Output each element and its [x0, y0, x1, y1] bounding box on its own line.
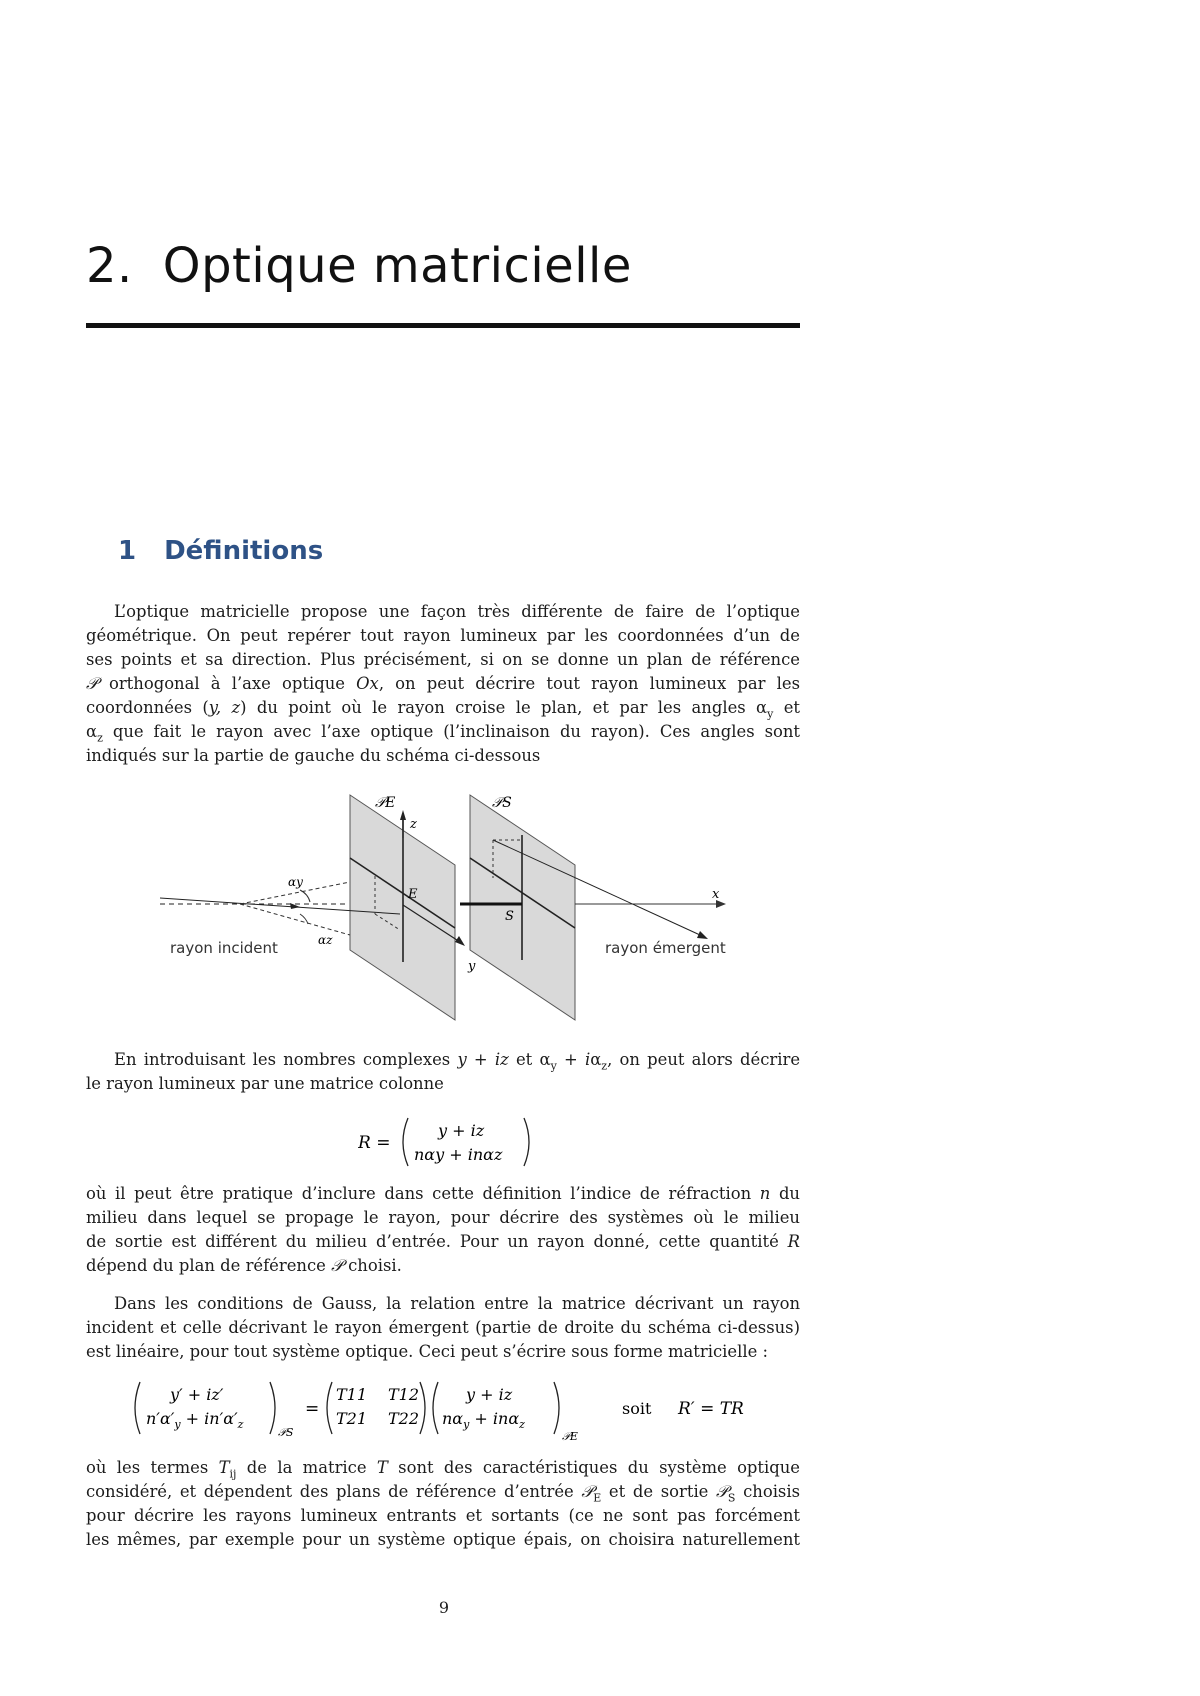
paragraph-terms: où les termes $T_{ij}$ de la matrice T sont des caractéristiques du système optique considéré, et dépendent des plans de référence d’entrée 𝒫$_E$ et de sortie 𝒫$_S$ choisis pour décrire les rayons lumineux entrants et sortants (ce ne sont pas forcément les mêmes, par exemple pour un système optique épais, on choisira naturellement: [86, 1458, 800, 1549]
svg-text:=: =: [305, 1399, 320, 1419]
chapter-title: [86, 238, 632, 294]
svg-text:T12: T12: [388, 1385, 420, 1404]
ray-diagram-figure: [160, 790, 760, 1030]
angle-arc-y: [300, 890, 310, 902]
equation-transfer: [130, 1376, 770, 1451]
section-title-text: Définitions: [164, 536, 324, 566]
projection-y: [240, 904, 350, 935]
page-number: 9: [438, 1598, 450, 1617]
svg-text:T22: T22: [388, 1409, 420, 1428]
ray-diagram: [160, 790, 760, 1030]
equation-R: [358, 1112, 538, 1177]
chapter-title-text: Optique matricielle: [162, 238, 632, 294]
plane-S-label: 𝒫S: [492, 795, 512, 811]
chapter-number: 2.: [86, 238, 133, 294]
svg-text:y + iz: y + iz: [466, 1385, 513, 1404]
chapter-rule: [86, 323, 800, 328]
svg-text:𝒫E: 𝒫E: [562, 1430, 578, 1443]
incident-ray-label: rayon incident: [170, 939, 278, 957]
x-axis-label: x: [712, 887, 720, 902]
equation-R-svg: [358, 1112, 538, 1172]
point-E-label: E: [408, 887, 418, 902]
svg-text:T11: T11: [336, 1385, 368, 1404]
svg-text:R′ = TR: R′ = TR: [678, 1399, 744, 1419]
paragraph-complex: En introduisant les nombres complexes y + iz et $\alpha_y + i\alpha_z$, on peut alors décrire le rayon lumineux par une matrice colonne: [86, 1050, 800, 1093]
paragraph-index: où il peut être pratique d’inclure dans cette définition l’indice de réfraction n du milieu dans lequel se propage le rayon, pour décrire des systèmes où le milieu de sortie est différent du milieu d’entrée. Pour un rayon donné, cette quantité R dépend du plan de référence 𝒫 choisi.: [86, 1184, 800, 1275]
plane-E-label: 𝒫E: [375, 795, 396, 811]
paragraph-gauss: Dans les conditions de Gauss, la relation entre la matrice décrivant un rayon incident et celle décrivant le rayon émergent (partie de droite du schéma ci-dessus) est linéaire, pour tout système optique. Ceci peut s’écrire sous forme matricielle :: [86, 1294, 800, 1361]
svg-text:𝒫S: 𝒫S: [278, 1426, 294, 1439]
section-title: [118, 536, 323, 566]
point-S-label: S: [505, 909, 514, 924]
svg-text:soit: soit: [622, 1399, 652, 1418]
equation-transfer-svg: [130, 1376, 770, 1446]
section-number: 1: [118, 536, 137, 566]
svg-text:R =: R =: [358, 1133, 391, 1153]
z-axis-arrow: [400, 810, 406, 820]
svg-text:y′ + iz′: y′ + iz′: [170, 1385, 224, 1404]
alpha-y-label: αy: [288, 875, 303, 889]
y-axis-label: y: [468, 959, 476, 974]
svg-text:nαy + inαz: nαy + inαz: [414, 1145, 503, 1164]
alpha-z-label: αz: [318, 933, 333, 947]
z-axis-label: z: [410, 817, 417, 832]
svg-text:T21: T21: [336, 1409, 368, 1428]
y-axis-arrow: [455, 936, 465, 946]
svg-text:n′α′y + in′α′z: $n'\alpha'_y + in'\alpha'_z$: [146, 1409, 244, 1431]
svg-text:nαy + inαz: $n\alpha_y + in\alpha_z$: [442, 1409, 525, 1431]
paragraph-intro: L’optique matricielle propose une façon très différente de faire de l’optique géométrique. On peut repérer tout rayon lumineux par les coordonnées d’un de ses points et sa direction. Plus précisément, si on se donne un plan de référence 𝒫 orthogonal à l’axe optique Ox, on peut décrire tout rayon lumineux par les coordonnées (y, z) du point où le rayon croise le plan, et par les angles $\alpha_y$ et $\alpha_z$ que fait le rayon avec l’axe optique (l’inclinaison du rayon). Ces angles sont indiqués sur la partie de gauche du schéma ci-dessous: [86, 602, 800, 765]
emergent-ray-label: rayon émergent: [605, 939, 726, 957]
svg-text:y + iz: y + iz: [438, 1121, 485, 1140]
